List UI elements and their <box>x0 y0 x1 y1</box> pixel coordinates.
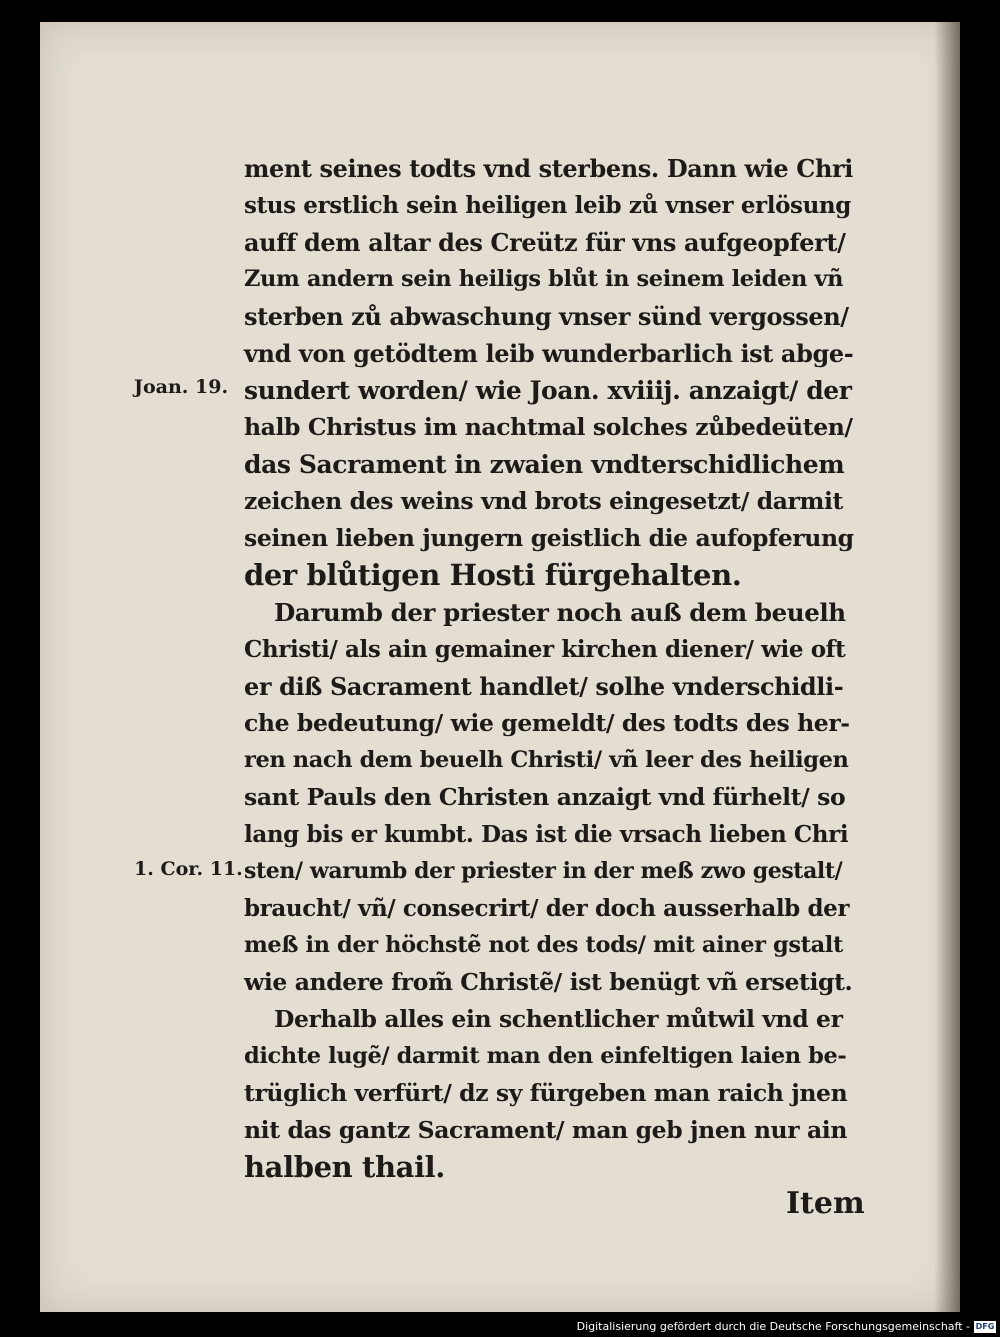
text-line: das Sacrament in zwaien vndterschidlichem <box>244 450 845 479</box>
text-line: er diß Sacrament handlet/ solhe vnderschidli- <box>244 672 844 701</box>
text-line: ment seines todts vnd sterbens. Dann wie Chri <box>244 154 853 183</box>
text-line: zeichen des weins vnd brots eingesetzt/ darmit <box>244 487 843 515</box>
dfg-logo: DFG <box>975 1322 995 1331</box>
margin-note-joan: Joan. 19. <box>134 376 229 398</box>
text-line: ren nach dem beuelh Christi/ vñ leer des heiligen <box>244 747 849 773</box>
text-line: sterben zů abwaschung vnser sünd vergossen/ <box>244 302 849 331</box>
text-line: sundert worden/ wie Joan. xviiij. anzaigt/ der <box>244 376 852 405</box>
text-line: sten/ warumb der priester in der meß zwo gestalt/ <box>244 858 843 884</box>
margin-note-cor: 1. Cor. 11. <box>134 858 243 880</box>
text-line: trüglich verfürt/ dz sy fürgeben man raich jnen <box>244 1079 848 1107</box>
text-line: braucht/ vñ/ consecrirt/ der doch ausserhalb der <box>244 895 850 922</box>
text-line: lang bis er kumbt. Das ist die vrsach lieben Chri <box>244 821 849 848</box>
text-line: auff dem altar des Creütz für vns aufgeopfert/ <box>244 228 846 257</box>
text-line: der blůtigen Hosti fürgehalten. <box>244 558 742 592</box>
text-line: Derhalb alles ein schentlicher můtwil vnd er <box>274 1005 843 1033</box>
text-line: wie andere from̃ Christẽ/ ist benügt vñ ersetigt. <box>244 968 853 996</box>
text-line: nit das gantz Sacrament/ man geb jnen nur ain <box>244 1116 848 1144</box>
text-line: che bedeutung/ wie gemeldt/ des todts des her- <box>244 709 850 737</box>
text-line: vnd von getödtem leib wunderbarlich ist abge- <box>244 339 854 368</box>
footer-bar <box>0 1318 1000 1337</box>
text-line: dichte lugẽ/ darmit man den einfeltigen laien be- <box>244 1043 847 1069</box>
text-line: meß in der höchstẽ not des tods/ mit ainer gstalt <box>244 932 843 958</box>
text-line: Zum andern sein heiligs blůt in seinem leiden vñ <box>244 266 844 292</box>
text-line: halb Christus im nachtmal solches zůbedeüten/ <box>244 413 853 441</box>
text-line: seinen lieben jungern geistlich die aufopferung <box>244 524 854 552</box>
text-line: Darumb der priester noch auß dem beuelh <box>274 598 846 627</box>
footer-credit: Digitalisierung gefördert durch die Deutsche Forschungsgemeinschaft - <box>576 1320 970 1333</box>
text-line: sant Pauls den Christen anzaigt vnd fürhelt/ so <box>244 783 846 811</box>
text-line: stus erstlich sein heiligen leib zů vnser erlösung <box>244 192 851 219</box>
text-line: halben thail. <box>244 1150 446 1184</box>
catchword: Item <box>786 1186 865 1221</box>
text-line: Christi/ als ain gemainer kirchen diener/ wie oft <box>244 636 846 663</box>
page-edge-shadow <box>934 22 960 1312</box>
